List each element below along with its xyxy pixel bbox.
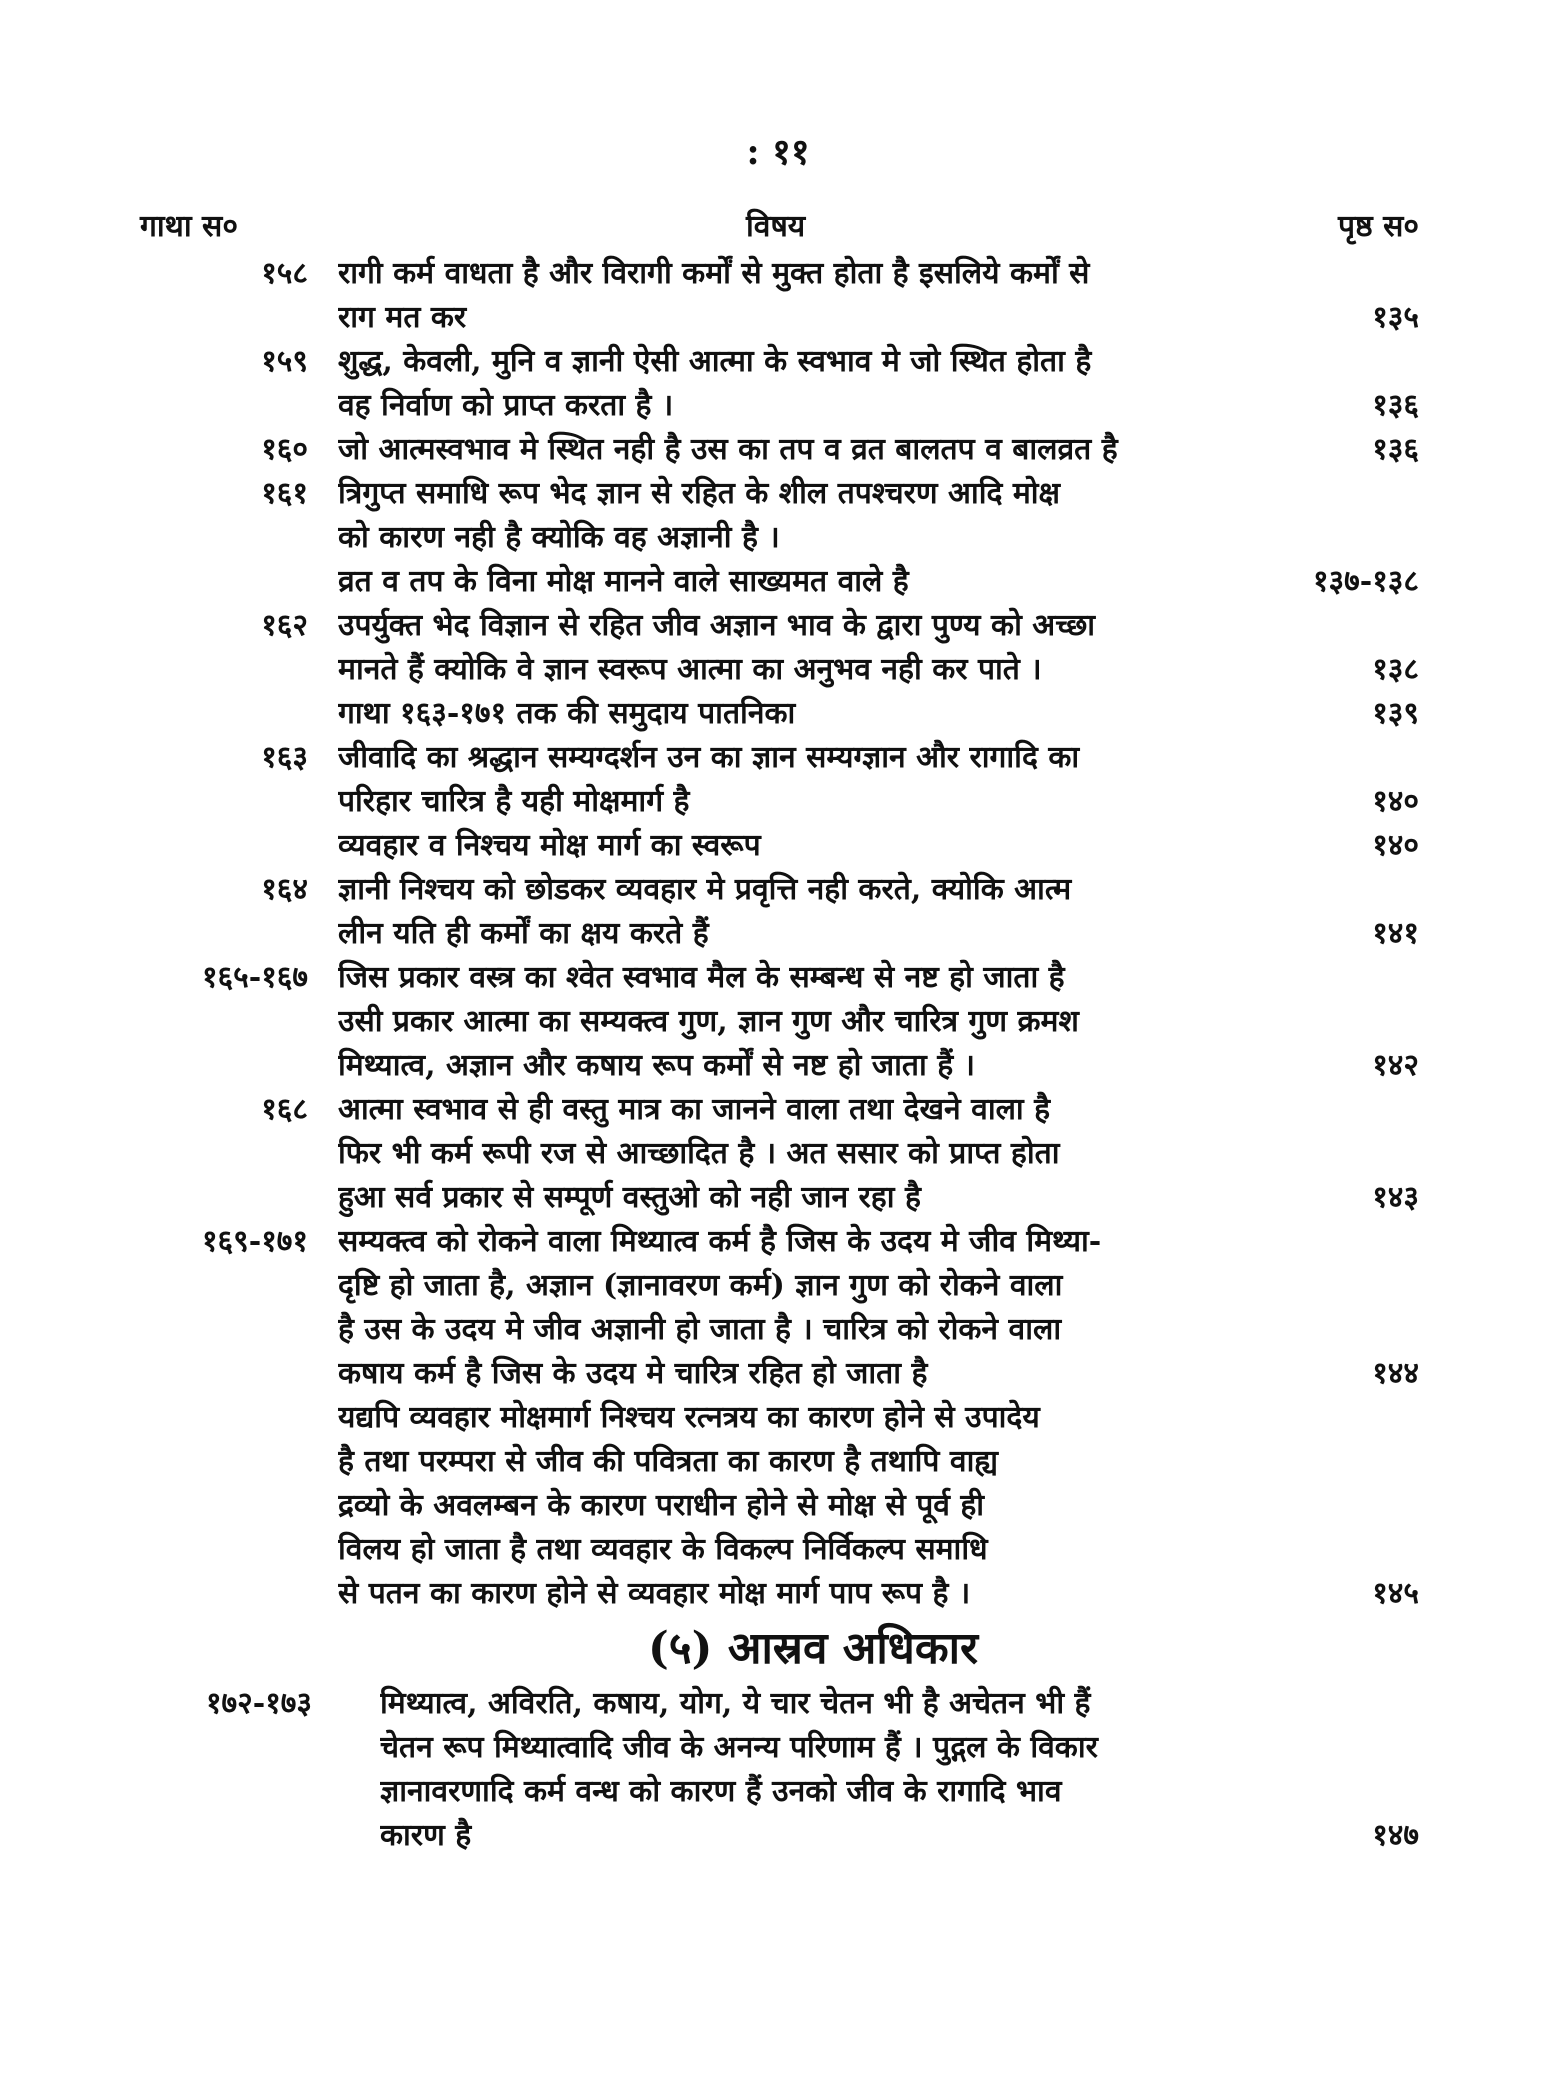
contents-entry [0,1682,1556,1858]
entry-text: दृष्टि हो जाता है, अज्ञान (ज्ञानावरण कर्म) ज्ञान गुण को रोकने वाला [338,1268,1063,1303]
contents-entry [0,604,1556,692]
page-ref: १४० [1372,828,1419,863]
entry-text: यद्यपि व्यवहार मोक्षमार्ग निश्चय रत्नत्रय का कारण होने से उपादेय [338,1400,1040,1435]
entry-text: मानते हैं क्योकि वे ज्ञान स्वरूप आत्मा का अनुभव नही कर पाते । [338,652,1042,687]
page-ref: १३८ [1372,652,1419,687]
gatha-number: १६३ [261,740,308,775]
entry-text: त्रिगुप्त समाधि रूप भेद ज्ञान से रहित के शील तपश्चरण आदि मोक्ष [338,476,1061,511]
entry-line [0,1396,1556,1440]
entry-line [0,1352,1556,1396]
entry-text: उसी प्रकार आत्मा का सम्यक्त्व गुण, ज्ञान गुण और चारित्र गुण क्रमश [338,1004,1079,1039]
entry-text: द्रव्यो के अवलम्बन के कारण पराधीन होने से मोक्ष से पूर्व ही [338,1488,985,1523]
gatha-number-header: गाथा स० [140,209,238,244]
entry-text: ज्ञानावरणादि कर्म वन्ध को कारण हैं उनको जीव के रागादि भाव [380,1774,1062,1809]
entry-line [0,780,1556,824]
contents-entry [0,252,1556,340]
page-ref: १३६ [1372,432,1419,467]
contents-entry [0,956,1556,1088]
gatha-number: १६२ [261,608,308,643]
entry-line [0,1044,1556,1088]
page-ref: १३७-१३८ [1312,564,1419,599]
page-ref: १४१ [1372,916,1419,951]
contents-entry [0,824,1556,868]
entry-text: सम्यक्त्व को रोकने वाला मिथ्यात्व कर्म है जिस के उदय मे जीव मिथ्या- [338,1224,1102,1259]
subject-header: विषय [746,209,806,244]
entry-line [0,428,1556,472]
page-ref: १४७ [1372,1818,1419,1853]
entry-text: आत्मा स्वभाव से ही वस्तु मात्र का जानने वाला तथा देखने वाला है [338,1092,1051,1127]
contents-entry [0,1220,1556,1396]
entry-line [0,1088,1556,1132]
entry-text: फिर भी कर्म रूपी रज से आच्छादित है । अत ससार को प्राप्त होता [338,1136,1060,1171]
entry-text: कषाय कर्म है जिस के उदय मे चारित्र रहित हो जाता है [338,1356,928,1391]
entry-line [0,296,1556,340]
entry-text: जो आत्मस्वभाव मे स्थित नही है उस का तप व व्रत बालतप व बालव्रत है [338,432,1118,467]
entry-line [0,692,1556,736]
contents-entry [0,868,1556,956]
entry-line [0,1484,1556,1528]
entry-text: उपर्युक्त भेद विज्ञान से रहित जीव अज्ञान भाव के द्वारा पुण्य को अच्छा [338,608,1096,643]
entry-text: विलय हो जाता है तथा व्यवहार के विकल्प निर्विकल्प समाधि [338,1532,988,1567]
page-number: : ११ [746,131,810,173]
gatha-number: १५८ [261,256,308,291]
entry-text: राग मत कर [338,300,467,335]
contents-entry [0,1088,1556,1220]
entry-line [0,1176,1556,1220]
contents-entry [0,560,1556,604]
entry-line [0,1308,1556,1352]
entry-line [0,1770,1556,1814]
gatha-number: १६४ [261,872,308,907]
entry-text: जीवादि का श्रद्धान सम्यग्दर्शन उन का ज्ञान सम्यग्ज्ञान और रागादि का [338,740,1080,775]
entry-line [0,604,1556,648]
entry-text: परिहार चारित्र है यही मोक्षमार्ग है [338,784,690,819]
entry-line [0,1814,1556,1858]
gatha-number: १७२-१७३ [205,1686,312,1721]
entry-line [0,912,1556,956]
entry-text: को कारण नही है क्योकि वह अज्ञानी है । [338,520,780,555]
page-ref: १४० [1372,784,1419,819]
entry-text: कारण है [380,1818,472,1853]
entry-text: है तथा परम्परा से जीव की पवित्रता का कारण है तथापि वाह्य [338,1444,998,1479]
entry-text: ज्ञानी निश्चय को छोडकर व्यवहार मे प्रवृत्ति नही करते, क्योकि आत्म [338,872,1072,907]
contents-entry [0,472,1556,560]
entry-text: मिथ्यात्व, अज्ञान और कषाय रूप कर्मों से नष्ट हो जाता हैं । [338,1048,975,1083]
page-ref: १४४ [1372,1356,1419,1391]
page-ref: १४५ [1372,1576,1419,1611]
entry-text: जिस प्रकार वस्त्र का श्वेत स्वभाव मैल के सम्बन्ध से नष्ट हो जाता है [338,960,1065,995]
section-heading: (५) आस्रव अधिकार [647,1623,979,1674]
entry-line [0,1572,1556,1616]
entry-line [0,1264,1556,1308]
entry-line [0,1132,1556,1176]
contents-entry [0,428,1556,472]
entry-text: वह निर्वाण को प्राप्त करता है । [338,388,674,423]
entry-line [0,736,1556,780]
entry-line [0,956,1556,1000]
contents-entry [0,736,1556,824]
entry-line [0,340,1556,384]
entry-text: मिथ्यात्व, अविरति, कषाय, योग, ये चार चेतन भी है अचेतन भी हैं [380,1686,1091,1721]
entry-text: है उस के उदय मे जीव अज्ञानी हो जाता है । चारित्र को रोकने वाला [338,1312,1062,1347]
contents-entry [0,1396,1556,1616]
page-ref: १४३ [1372,1180,1419,1215]
entry-text: चेतन रूप मिथ्यात्वादि जीव के अनन्य परिणाम हैं । पुद्गल के विकार [380,1730,1098,1765]
entry-line [0,1000,1556,1044]
page-ref: १४२ [1372,1048,1419,1083]
entry-line [0,868,1556,912]
gatha-number: १६९-१७१ [201,1224,308,1259]
entry-line [0,824,1556,868]
contents-list [0,252,1556,1858]
entry-line [0,516,1556,560]
entry-line [0,1528,1556,1572]
gatha-number: १६० [261,432,308,467]
entry-line [0,472,1556,516]
entry-line [0,1220,1556,1264]
entry-text: व्रत व तप के विना मोक्ष मानने वाले साख्यमत वाले है [338,564,909,599]
entry-line [0,384,1556,428]
gatha-number: १५९ [261,344,308,379]
entry-text: गाथा १६३-१७१ तक की समुदाय पातनिका [338,696,796,731]
entry-text: व्यवहार व निश्चय मोक्ष मार्ग का स्वरूप [338,828,761,863]
entry-text: लीन यति ही कर्मों का क्षय करते हैं [338,916,709,951]
gatha-number: १६८ [261,1092,308,1127]
entry-line [0,1682,1556,1726]
entry-line [0,648,1556,692]
gatha-number: १६१ [261,476,308,511]
table-header [0,204,1556,248]
page-ref: १३६ [1372,388,1419,423]
gatha-number: १६५-१६७ [201,960,308,995]
page-number-header: पृष्ठ स० [1337,209,1419,244]
entry-text: से पतन का कारण होने से व्यवहार मोक्ष मार्ग पाप रूप है । [338,1576,971,1611]
entry-line [0,1440,1556,1484]
entry-text: शुद्ध, केवली, मुनि व ज्ञानी ऐसी आत्मा के स्वभाव मे जो स्थित होता है [338,344,1092,379]
page-ref: १३५ [1372,300,1419,335]
entry-line [0,252,1556,296]
entry-text: हुआ सर्व प्रकार से सम्पूर्ण वस्तुओ को नही जान रहा है [338,1180,921,1215]
entry-text: रागी कर्म वाधता है और विरागी कर्मों से मुक्त होता है इसलिये कर्मों से [338,256,1090,291]
entry-line [0,560,1556,604]
contents-entry [0,340,1556,428]
entry-line [0,1726,1556,1770]
contents-entry [0,692,1556,736]
page-ref: १३९ [1372,696,1419,731]
